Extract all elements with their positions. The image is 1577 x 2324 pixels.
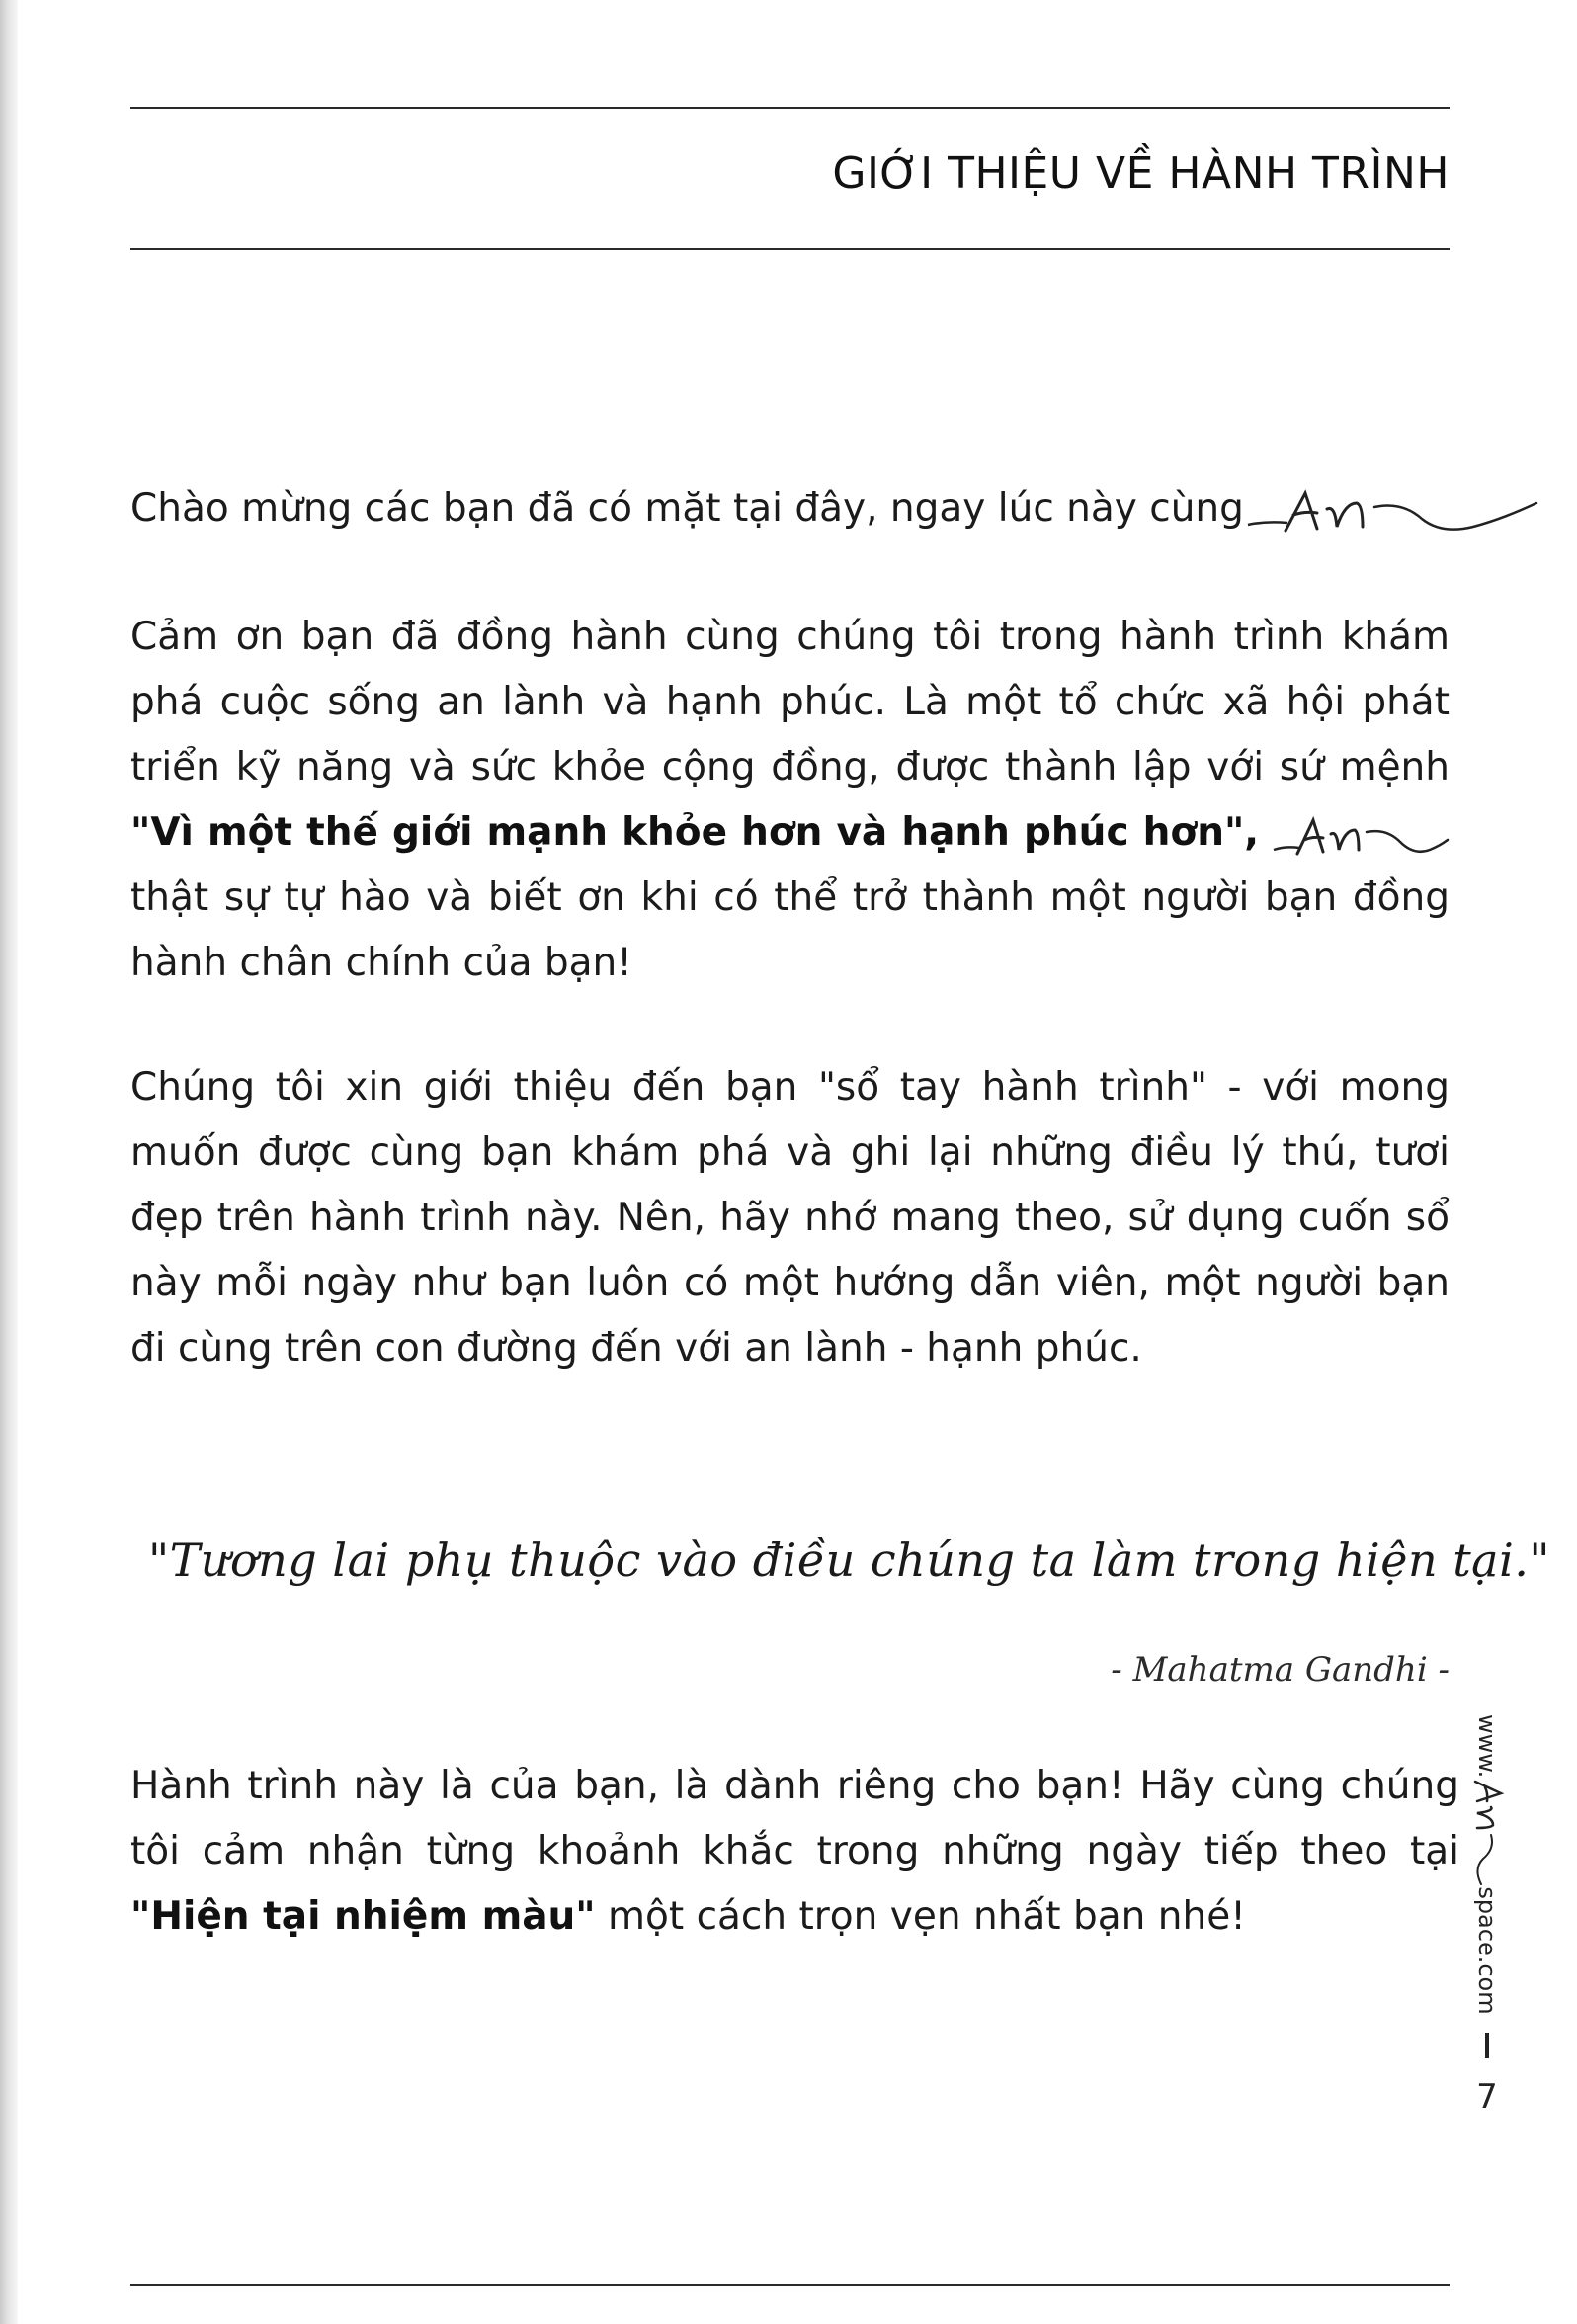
side-footer: [1448, 1714, 1566, 2189]
greeting-line: [130, 476, 1450, 541]
page-title: GIỚI THIỆU VỀ HÀNH TRÌNH: [832, 148, 1450, 199]
footer-logo-icon: [1467, 1778, 1507, 1886]
footer-url-prefix: www.: [1473, 1714, 1501, 1779]
page-edge-shadow: [0, 0, 18, 2324]
top-divider: [130, 107, 1450, 109]
intro-outro-text: thật sự tự hào và biết ơn khi có thể trở thành một người bạn đồng hành chân chính của bạn!: [130, 875, 1450, 985]
quote-author: - Mahatma Gandhi -: [1111, 1650, 1450, 1690]
mission-statement: "Vì một thế giới mạnh khỏe hơn và hạnh phúc hơn",: [130, 810, 1260, 855]
an-logo-icon: [1244, 481, 1540, 540]
page-number: 7: [1476, 2076, 1498, 2116]
intro-paragraph: [130, 605, 1450, 996]
footer-separator: [1485, 2033, 1489, 2058]
journal-paragraph: Chúng tôi xin giới thiệu đến bạn "sổ tay hành trình" - với mong muốn được cùng bạn khám phá và ghi lại những điều lý thú, tươi đẹp trên hành trình này. Nên, hãy nhớ mang theo, sử dụng cuốn sổ này mỗi ngày như bạn luôn có một hướng dẫn viên, một người bạn đi cùng trên con đường đến với an lành - hạnh phúc.: [130, 1065, 1450, 1370]
intro-text: Cảm ơn bạn đã đồng hành cùng chúng tôi trong hành trình khám phá cuộc sống an lành và hạnh phúc. Là một tổ chức xã hội phát triển kỹ năng và sức khỏe cộng đồng, được thành lập với sứ mệnh: [130, 615, 1450, 789]
program-name: "Hiện tại nhiệm màu": [130, 1894, 596, 1939]
closing-outro-text: một cách trọn vẹn nhất bạn nhé!: [608, 1894, 1246, 1939]
greeting-text: Chào mừng các bạn đã có mặt tại đây, ngay lúc này cùng: [130, 486, 1244, 531]
an-logo-inline-icon: [1272, 810, 1450, 860]
footer-url-suffix: space.com: [1473, 1886, 1501, 2015]
bottom-divider: [130, 2284, 1450, 2286]
closing-paragraph: [130, 1754, 1459, 1950]
closing-text: Hành trình này là của bạn, là dành riêng cho bạn! Hãy cùng chúng tôi cảm nhận từng khoảnh khắc trong những ngày tiếp theo tại: [130, 1764, 1459, 1873]
gandhi-quote: "Tương lai phụ thuộc vào điều chúng ta làm trong hiện tại.": [148, 1534, 1551, 1587]
title-divider: [130, 248, 1450, 250]
